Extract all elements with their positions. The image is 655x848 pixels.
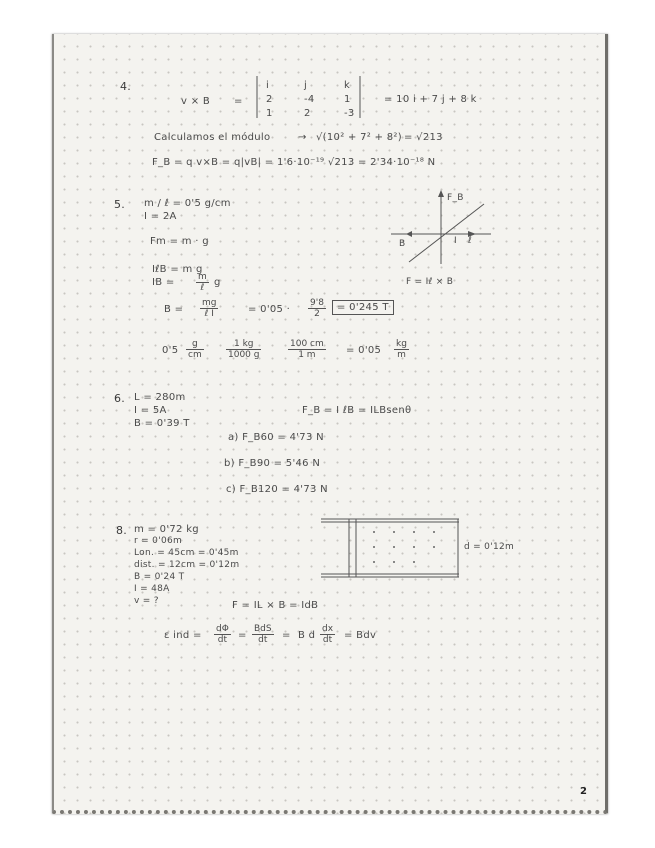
numerator: g	[186, 339, 204, 350]
matrix-cell: k	[344, 80, 351, 91]
problem-5-number: 5.	[114, 198, 126, 211]
equals-sign: =	[238, 630, 247, 641]
equals-sign: =	[282, 630, 291, 641]
diagram-i-label: I	[454, 236, 457, 246]
radius: r = 0'06m	[134, 536, 183, 546]
numerator: 100 cm	[290, 339, 324, 349]
numerator: kg	[396, 339, 407, 349]
unit-conversion-start: 0'5	[162, 345, 179, 356]
matrix-cell: -3	[344, 108, 355, 119]
diagram-formula: F = Iℓ × B	[406, 277, 454, 287]
fraction	[252, 624, 274, 645]
numerator: mg	[202, 298, 217, 308]
denominator: dt	[217, 635, 228, 645]
b-substitution: = 0'05 ·	[248, 304, 291, 315]
fraction	[320, 624, 335, 645]
ib-expression: IB =	[152, 277, 175, 288]
rod	[349, 519, 356, 577]
modulo-result: = √213	[404, 132, 443, 143]
field-dots	[373, 531, 435, 563]
denominator: 2	[314, 309, 320, 319]
denominator: 1 m	[298, 350, 316, 360]
emf-result: = Bdv	[344, 630, 377, 641]
answer-a: a) F_B60 = 4'73 N	[228, 432, 324, 443]
diagram-b-label: B	[399, 239, 406, 249]
denominator: ℓ	[200, 283, 205, 293]
numerator: 9'8	[310, 298, 324, 308]
magnetic-force-line: F_B = q v×B = q|vB| = 1'6·10⁻¹⁹ √213 = 2'34·10⁻¹⁸ N	[152, 157, 436, 168]
numerator: dΦ	[216, 624, 229, 634]
numerator: dx	[322, 624, 334, 634]
matrix-cell: 1	[344, 94, 351, 105]
current: I = 48A	[134, 584, 170, 594]
modulo-expression: √(10² + 7² + 8²)	[316, 132, 402, 143]
b-expression: B =	[164, 304, 184, 315]
denominator: ℓ I	[204, 309, 214, 319]
emf-bd: B d	[298, 630, 316, 641]
diagram-l-label: ℓ	[468, 236, 473, 246]
matrix-cell: 2	[266, 94, 273, 105]
denominator: cm	[188, 350, 202, 360]
magnetic-field: B = 0'24 T	[134, 572, 185, 582]
denominator: dt	[258, 635, 268, 645]
numerator: m	[198, 272, 207, 282]
cross-product-lhs: v × B	[181, 96, 211, 107]
problem-6-number: 6.	[114, 392, 126, 405]
arrow: →	[298, 132, 307, 143]
denominator: m	[397, 350, 406, 360]
problem-4-number: 4.	[120, 80, 132, 93]
force-balance: IℓB = m g	[152, 264, 203, 275]
force-formula: F_B = I ℓB = ILBsenθ	[302, 405, 412, 416]
rail-length: Lon. = 45cm = 0'45m	[134, 548, 239, 558]
force-weight: Fm = m · g	[150, 236, 209, 247]
cross-product-result: = 10 i + 7 j + 8 k	[384, 94, 477, 105]
rails-sketch	[54, 34, 605, 810]
force-equation: F = IL × B = IdB	[232, 600, 319, 611]
d-label: d = 0'12m	[464, 542, 515, 552]
current: I = 5A	[134, 405, 167, 416]
answer-c: c) F_B120 = 4'73 N	[226, 484, 328, 495]
matrix-cell: 1	[266, 108, 273, 119]
unit-conversion-result: = 0'05	[346, 345, 382, 356]
matrix-cell: j	[304, 80, 308, 91]
diagram-fb-label: F_B	[447, 193, 464, 203]
velocity-unknown: v = ?	[134, 596, 159, 606]
numerator: 1 kg	[226, 339, 261, 350]
matrix-cell: 2	[304, 108, 311, 119]
linear-density: m / ℓ = 0'5 g/cm	[144, 198, 231, 209]
answer-b: b) F_B90 = 5'46 N	[224, 458, 321, 469]
problem-8-number: 8.	[116, 524, 128, 537]
notebook-page	[52, 34, 608, 814]
page-number: 2	[580, 786, 588, 797]
equals-sign: =	[234, 96, 243, 107]
matrix-cell: i	[266, 80, 270, 91]
length: L = 280m	[134, 392, 186, 403]
b-result: = 0'245 T	[332, 300, 394, 315]
denominator: 1000 g	[228, 350, 260, 360]
matrix-cell: -4	[304, 94, 315, 105]
emf-label: ε ind =	[164, 630, 202, 641]
denominator: dt	[322, 635, 333, 645]
modulo-label: Calculamos el módulo	[154, 132, 271, 143]
magnetic-field: B = 0'39 T	[134, 418, 190, 429]
ib-expression-g: g	[214, 277, 221, 288]
numerator: BdS	[254, 624, 272, 634]
mass: m = 0'72 kg	[134, 524, 199, 535]
fraction	[214, 624, 231, 645]
current: I = 2A	[144, 211, 177, 222]
rail-distance: dist. = 12cm = 0'12m	[134, 560, 240, 570]
